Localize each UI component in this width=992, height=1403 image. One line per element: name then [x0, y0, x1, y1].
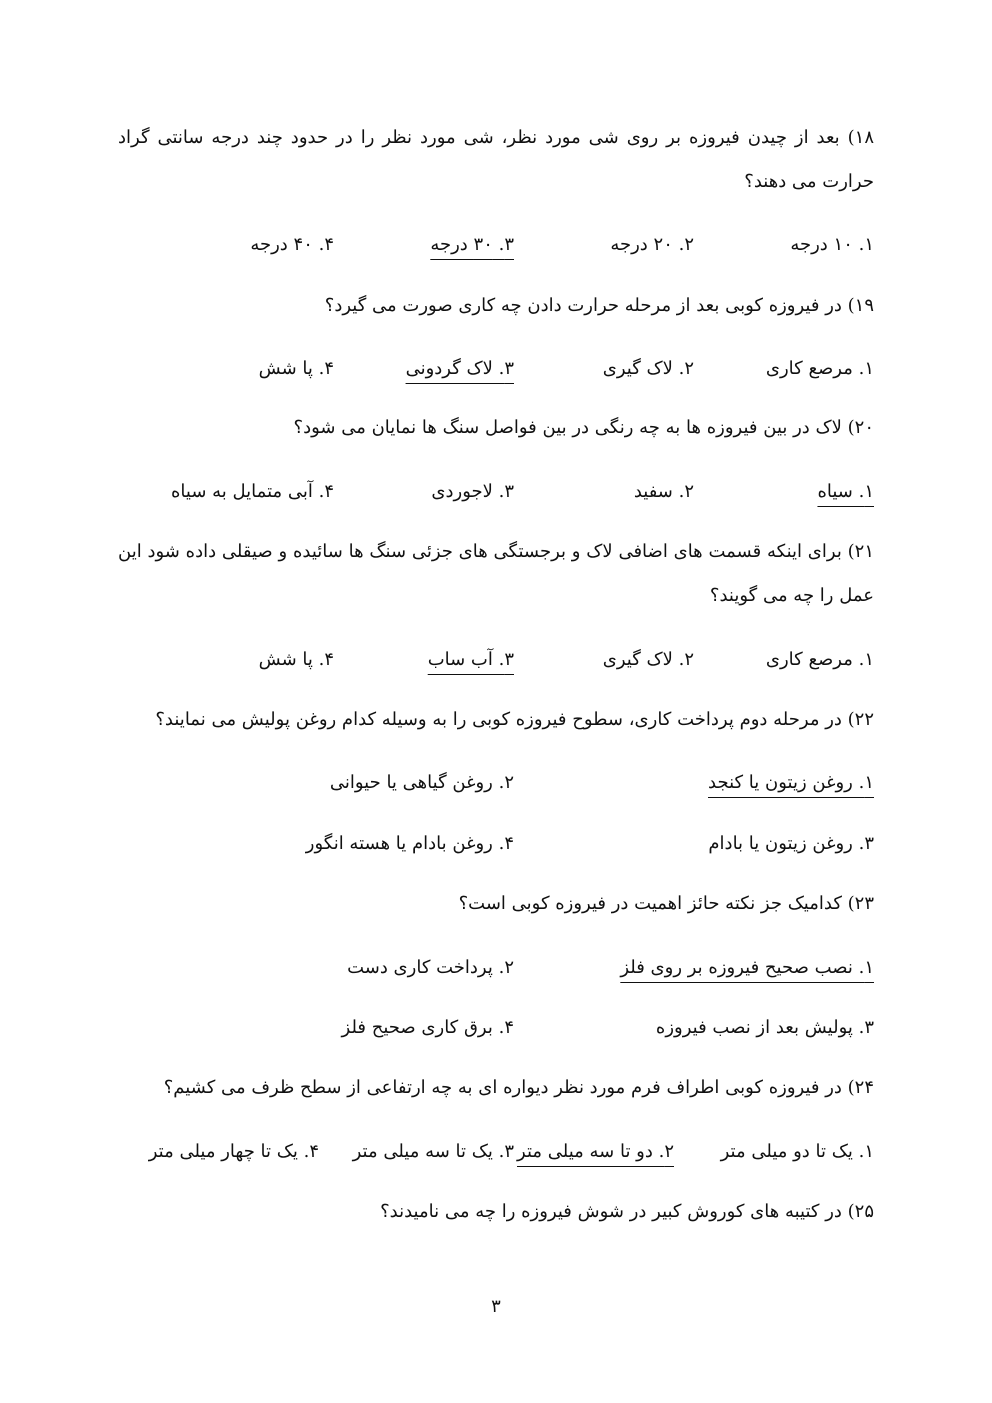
- option-18-3-answer: ۳. ۳۰ درجه: [430, 234, 514, 255]
- option-24-4: ۴. یک تا چهار میلی متر: [148, 1141, 319, 1162]
- option-24-1: ۱. یک تا دو میلی متر: [720, 1141, 874, 1162]
- option-19-2: ۲. لاک گیری: [602, 358, 694, 379]
- option-22-2: ۲. روغن گیاهی یا حیوانی: [329, 772, 514, 793]
- option-19-4: ۴. پا شش: [258, 358, 334, 379]
- option-21-2: ۲. لاک گیری: [602, 649, 694, 670]
- options-20: [118, 477, 874, 507]
- options-18: [118, 230, 874, 260]
- option-19-1: ۱. مرصع کاری: [765, 358, 874, 379]
- option-24-2-answer: ۲. دو تا سه میلی متر: [517, 1141, 674, 1162]
- option-22-1-answer: ۱. روغن زیتون یا کنجد: [708, 772, 874, 793]
- option-21-1: ۱. مرصع کاری: [765, 649, 874, 670]
- options-23-row-2: [118, 1013, 874, 1043]
- question-19: ۱۹) در فیروزه کوبی بعد از مرحله حرارت دادن چه کاری صورت می گیرد؟: [324, 295, 874, 316]
- option-21-3-answer: ۳. آب ساب: [427, 649, 514, 670]
- option-20-2: ۲. سفید: [633, 481, 694, 502]
- option-22-3: ۳. روغن زیتون یا بادام: [708, 833, 874, 854]
- option-18-4: ۴. ۴۰ درجه: [250, 234, 334, 255]
- options-23-row-1: [118, 953, 874, 983]
- question-18: ۱۸) بعد از چیدن فیروزه بر روی شی مورد نظر، شی مورد نظر را در حدود چند درجه سانتی گراد حرارت می دهند؟: [118, 127, 874, 192]
- option-21-4: ۴. پا شش: [258, 649, 334, 670]
- options-24: [118, 1137, 874, 1167]
- option-23-1-answer: ۱. نصب صحیح فیروزه بر روی فلز: [620, 957, 874, 978]
- options-21: [118, 645, 874, 675]
- question-25: ۲۵) در کتیبه های کوروش کبیر در شوش فیروزه را چه می نامیدند؟: [380, 1201, 874, 1222]
- option-18-2: ۲. ۲۰ درجه: [610, 234, 694, 255]
- option-20-1-answer: ۱. سیاه: [817, 481, 874, 502]
- option-20-4: ۴. آبی متمایل به سیاه: [171, 481, 334, 502]
- question-20: ۲۰) لاک در بین فیروزه ها به چه رنگی در بین فواصل سنگ ها نمایان می شود؟: [293, 417, 874, 438]
- question-23: ۲۳) کدامیک جز نکته حائز اهمیت در فیروزه کوبی است؟: [458, 893, 874, 914]
- option-23-3: ۳. پولیش بعد از نصب فیروزه: [655, 1017, 874, 1038]
- options-22-row-2: [118, 829, 874, 859]
- option-23-4: ۴. برق کاری صحیح فلز: [341, 1017, 514, 1038]
- option-23-2: ۲. پرداخت کاری دست: [347, 957, 514, 978]
- option-18-1: ۱. ۱۰ درجه: [790, 234, 874, 255]
- option-24-3: ۳. یک تا سه میلی متر: [352, 1141, 514, 1162]
- option-20-3: ۳. لاجوردی: [431, 481, 514, 502]
- question-22: ۲۲) در مرحله دوم پرداخت کاری، سطوح فیروزه کوبی را به وسیله کدام روغن پولیش می نمایند؟: [155, 709, 874, 730]
- question-21: ۲۱) برای اینکه قسمت های اضافی لاک و برجستگی های جزئی سنگ ها سائیده و صیقلی داده شود این عمل را چه می گویند؟: [118, 541, 874, 606]
- options-22-row-1: [118, 768, 874, 798]
- question-24: ۲۴) در فیروزه کوبی اطراف فرم مورد نظر دیواره ای به چه ارتفاعی از سطح ظرف می کشیم؟: [163, 1077, 874, 1098]
- option-22-4: ۴. روغن بادام یا هسته انگور: [305, 833, 514, 854]
- option-19-3-answer: ۳. لاک گردونی: [405, 358, 514, 379]
- page-number: ۳: [491, 1296, 501, 1317]
- options-19: [118, 354, 874, 384]
